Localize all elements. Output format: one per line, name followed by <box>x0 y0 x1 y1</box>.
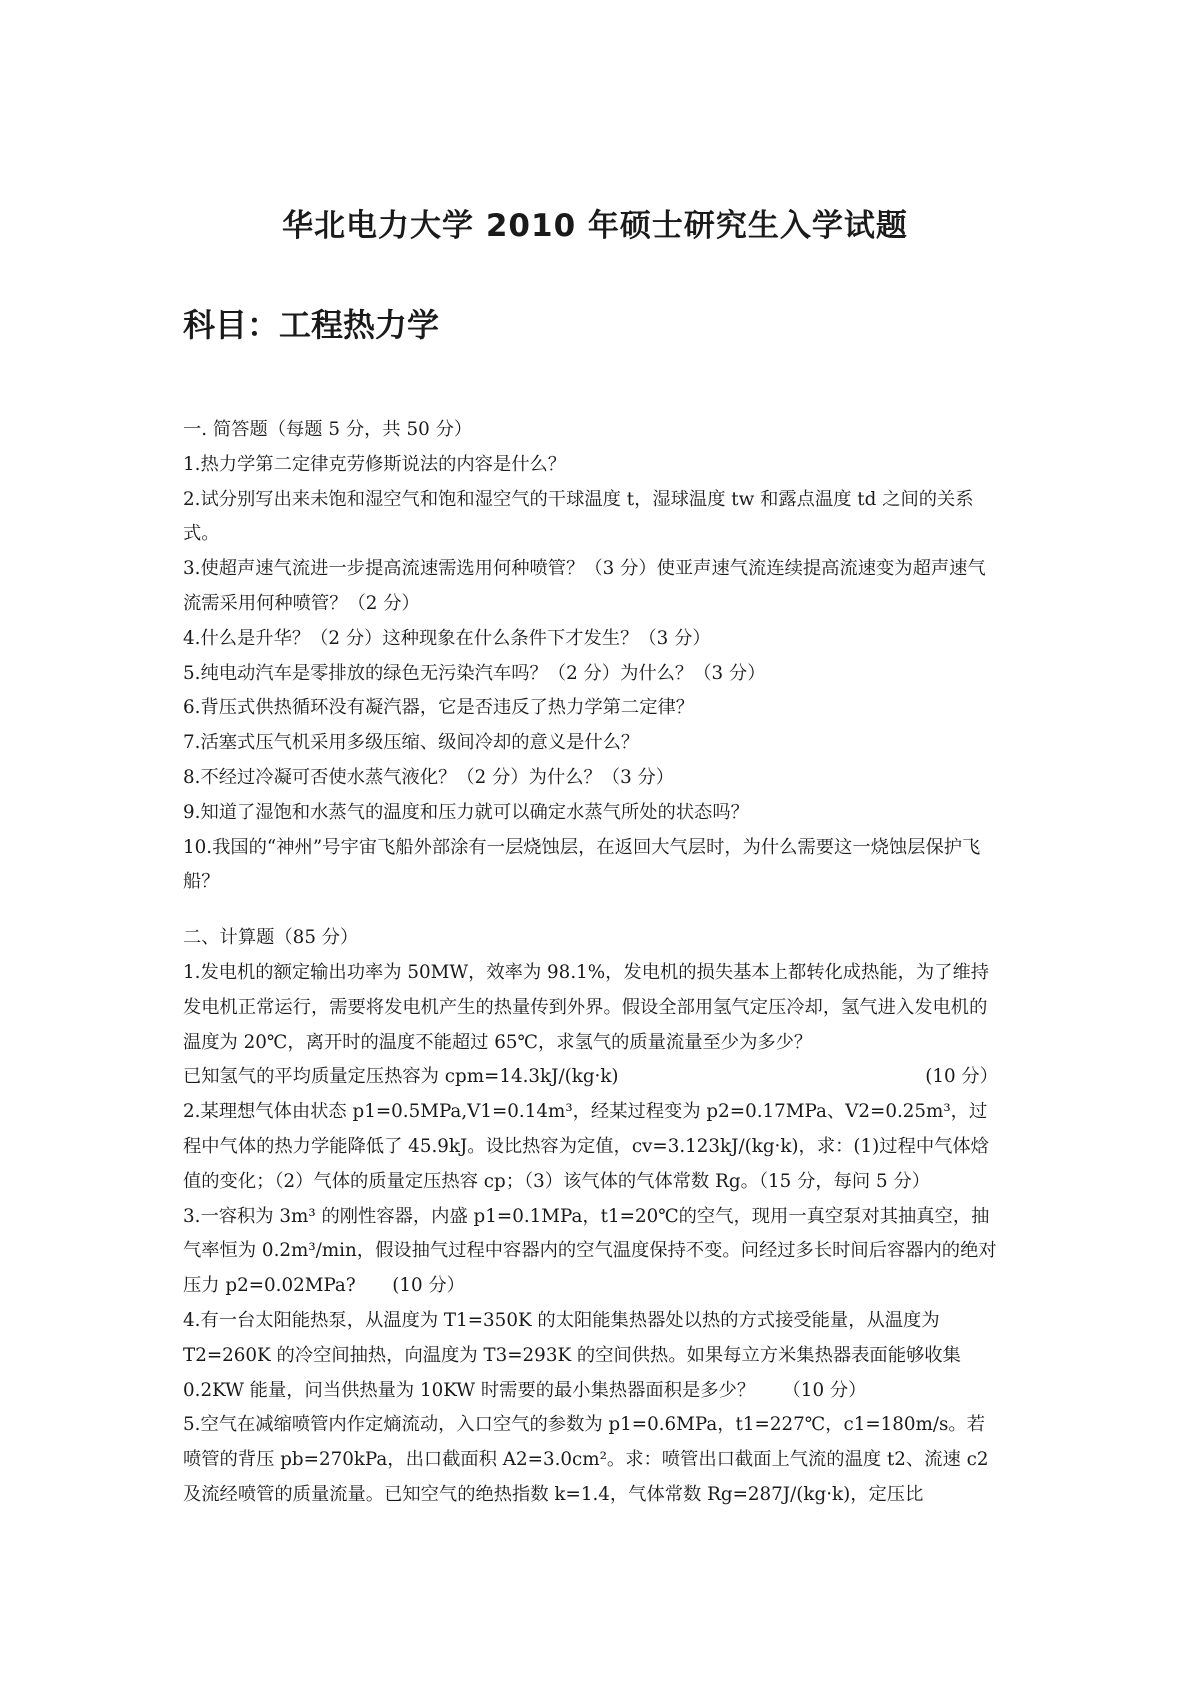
question-2-3: 3.一容积为 3m³ 的刚性容器，内盛 p1=0.1MPa，t1=20℃的空气，现用一真空泵对其抽真空，抽气率恒为 0.2m³/min，假设抽气过程中容器内的空气温度保持不变。问经过多长时间后容器内的绝对压力 p2=0.02MPa? (10 分） <box>183 1205 997 1297</box>
question-1-2: 2.试分别写出来未饱和湿空气和饱和湿空气的干球温度 t，湿球温度 tw 和露点温度 td 之间的关系式。 <box>183 488 974 545</box>
question-2-2: 2.某理想气体由状态 p1=0.5MPa,V1=0.14m³，经某过程变为 p2=0.17MPa、V2=0.25m³，过程中气体的热力学能降低了 45.9kJ。设比热容为定值，cv=3.123kJ/(kg·k)，求：(1)过程中气体焓值的变化；（2）气体的质量定压热容 cp；（3）该气体的气体常数 Rg。（15 分，每问 5 分） <box>183 1101 989 1192</box>
question-1-1: 1.热力学第二定律克劳修斯说法的内容是什么？ <box>183 453 567 475</box>
question-2-1: 1.发电机的额定输出功率为 50MW，效率为 98.1%，发电机的损失基本上都转化成热能，为了维持发电机正常运行，需要将发电机产生的热量传到外界。假设全部用氢气定压冷却，氢气进入发电机的温度为 20℃，离开时的温度不能超过 65℃，求氢气的质量流量至少为多少？ <box>183 961 990 1053</box>
subject-heading: 科目：工程热力学 <box>183 306 440 344</box>
section-2-heading: 二、计算题（85 分） <box>183 927 359 949</box>
question-1-9: 9.知道了湿饱和水蒸气的温度和压力就可以确定水蒸气所处的状态吗？ <box>183 801 749 823</box>
page-title: 华北电力大学 2010 年硕士研究生入学试题 <box>282 208 908 244</box>
question-2-5: 5.空气在减缩喷管内作定熵流动，入口空气的参数为 p1=0.6MPa，t1=227℃，c1=180m/s。若喷管的背压 pb=270kPa，出口截面积 A2=3.0cm²。求：喷管出口截面上气流的温度 t2、流速 c2 及流经喷管的质量流量。已知空气的绝热指数 k=1.4，气体常数 Rg=287J/(kg·k)，定压比 <box>183 1414 989 1505</box>
question-1-5: 5.纯电动汽车是零排放的绿色无污染汽车吗？（2 分）为什么？（3 分） <box>183 662 766 684</box>
question-2-1-given: 已知氢气的平均质量定压热容为 cpm=14.3kJ/(kg·k) <box>183 1066 619 1088</box>
question-1-7: 7.活塞式压气机采用多级压缩、级间冷却的意义是什么？ <box>183 732 640 754</box>
section-gap <box>183 900 998 921</box>
question-1-8: 8.不经过冷凝可否使水蒸气液化？（2 分）为什么？（3 分） <box>183 766 675 788</box>
question-2-1-last-line <box>183 1060 998 1095</box>
section-1-heading: 一. 简答题（每题 5 分，共 50 分） <box>183 419 473 440</box>
question-1-6: 6.背压式供热循环没有凝汽器，它是否违反了热力学第二定律？ <box>183 697 695 719</box>
question-1-4: 4.什么是升华？（2 分）这种现象在什么条件下才发生？（3 分） <box>183 627 711 649</box>
exam-body <box>183 413 998 1513</box>
question-1-3: 3.使超声速气流进一步提高流速需选用何种喷管？（3 分）使亚声速气流连续提高流速变为超声速气流需采用何种喷管？（2 分） <box>183 558 986 614</box>
question-2-4: 4.有一台太阳能热泵，从温度为 T1=350K 的太阳能集热器处以热的方式接受能量，从温度为 T2=260K 的冷空间抽热，向温度为 T3=293K 的空间供热。如果每立方米集热器表面能够收集 0.2KW 能量，问当供热量为 10KW 时需要的最小集热器面积是多少？ （10 分） <box>183 1309 961 1401</box>
question-2-1-score: (10 分） <box>925 1066 998 1088</box>
question-1-10: 10.我国的“神州”号宇宙飞船外部涂有一层烧蚀层，在返回大气层时，为什么需要这一烧蚀层保护飞船？ <box>183 836 981 893</box>
